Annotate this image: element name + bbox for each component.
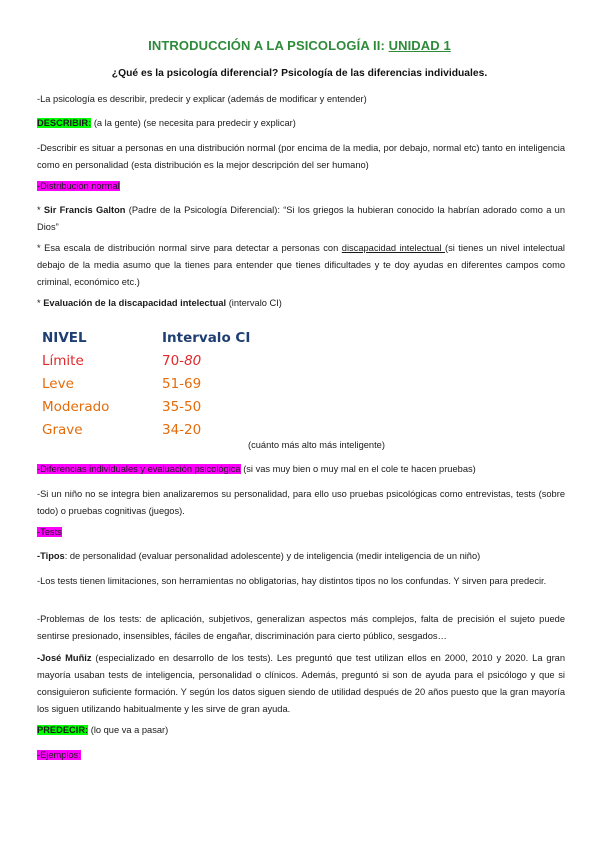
muniz-text: (especializado en desarrollo de los tests). Les preguntó que test utilizan ellos en 2000, 2010 y 2020. La gran mayoría usaban tests de inteligencia, personalidad o clínicos. Además, preguntó si son de ayuda para el psicólogo y que si consiguieron suficiente formación. Y según los datos siguen siendo de utilidad después de 20 años puesto que la gran mayoría los siguen utilizando habitualmente y les sirve de gran ayuda.	[37, 653, 566, 714]
table-row	[42, 349, 250, 372]
document-title	[0, 38, 599, 53]
paragraph-describir-detail: -Describir es situar a personas en una distribución normal (por encima de la media, por debajo, normal etc) tanto en inteligencia como en personalidad (esta distribución es la mejor descripción del ser humano)	[37, 143, 565, 170]
header-nivel: NIVEL	[42, 329, 87, 346]
nivel-cell: Leve	[42, 375, 74, 392]
heading-tests	[37, 524, 565, 541]
tipos-text: : de personalidad (evaluar personalidad adolescente) y de inteligencia (medir inteligencia de un niño)	[64, 551, 481, 561]
paragraph-tipos	[37, 548, 565, 565]
intervalo-part-a: 70-	[162, 352, 185, 369]
paragraph-predecir	[37, 722, 565, 739]
heading-ejemplos	[37, 747, 565, 764]
header-intervalo: Intervalo CI	[162, 329, 251, 346]
tipos-bold: -Tipos	[37, 551, 65, 561]
describir-label: DESCRIBIR:	[37, 118, 92, 128]
intervalo-cell: 51-69	[162, 375, 202, 392]
document-subtitle: ¿Qué es la psicología diferencial? Psicología de las diferencias individuales.	[111, 68, 488, 79]
diferencias-text: (si vas muy bien o muy mal en el cole te hacen pruebas)	[240, 464, 476, 474]
muniz-bold: -José Muñiz	[37, 653, 92, 663]
diferencias-highlight: -Diferencias individuales y evaluación psicológica	[37, 464, 241, 474]
paragraph-diferencias	[37, 461, 565, 478]
paragraph-intro: -La psicología es describir, predecir y explicar (además de modificar y entender)	[37, 94, 367, 104]
ci-table	[42, 326, 250, 441]
title-prefix: INTRODUCCIÓN A LA PSICOLOGÍA II:	[148, 38, 389, 53]
intervalo-part-b: 80	[184, 352, 202, 369]
escala-start: * Esa escala de distribución normal sirve para detectar a personas con	[37, 243, 342, 253]
escala-underline: discapacidad intelectual	[341, 243, 445, 253]
table-note: (cuánto más alto más inteligente)	[248, 440, 385, 450]
paragraph-limitaciones: -Los tests tienen limitaciones, son herramientas no obligatorias, hay distintos tipos no los confundas. Y sirven para predecir.	[37, 576, 547, 586]
galton-bullet: *	[37, 205, 44, 215]
paragraph-muniz	[37, 650, 565, 718]
eval-bullet: *	[37, 298, 44, 308]
heading-distribucion-normal	[37, 178, 565, 195]
table-row	[42, 395, 250, 418]
paragraph-problemas: -Problemas de los tests: de aplicación, subjetivos, generalizan aspectos más complejos, falta de precisión el sujeto puede sentirse presionado, insensibles, fáciles de engañar, discriminación para cierto público, sesgados…	[37, 614, 565, 641]
ci-table-header	[42, 326, 250, 349]
paragraph-describir	[37, 115, 565, 132]
predecir-label: PREDECIR:	[37, 725, 89, 735]
paragraph-evaluacion	[37, 295, 565, 312]
table-row	[42, 418, 250, 441]
eval-bold: Evaluación de la discapacidad intelectual	[43, 298, 227, 308]
nivel-cell: Grave	[42, 421, 83, 438]
title-unit: UNIDAD 1	[388, 38, 451, 53]
tests-highlight: -Tests	[37, 527, 62, 537]
describir-text: (a la gente) (se necesita para predecir y explicar)	[91, 118, 296, 128]
nivel-cell: Moderado	[42, 398, 110, 415]
nivel-cell: Límite	[42, 352, 84, 369]
galton-name: Sir Francis Galton	[43, 205, 126, 215]
table-row	[42, 372, 250, 395]
intervalo-cell: 34-20	[162, 421, 202, 438]
intervalo-cell	[162, 349, 250, 372]
paragraph-galton	[37, 202, 565, 236]
intervalo-cell: 35-50	[162, 398, 202, 415]
paragraph-escala	[37, 240, 565, 291]
eval-text: (intervalo CI)	[226, 298, 282, 308]
galton-text: (Padre de la Psicología Diferencial): “Si los griegos la hubieran conocido la habrían adorado como a un Dios”	[37, 205, 566, 232]
dist-normal-highlight: -Distribución normal	[37, 181, 120, 191]
paragraph-nino: -Si un niño no se integra bien analizaremos su personalidad, para ello uso pruebas psicológicas como entrevistas, tests (sobre todo) o pruebas cognitivas (juegos).	[37, 489, 565, 516]
predecir-text: (lo que va a pasar)	[88, 725, 169, 735]
escala-end: (si tienes un nivel intelectual debajo de la media asumo que la tienes para entender que tienes dificultades y te doy ayudas en diferentes campos como criminal, económico etc.)	[37, 243, 565, 287]
ejemplos-highlight: -Ejemplos:	[37, 750, 81, 760]
